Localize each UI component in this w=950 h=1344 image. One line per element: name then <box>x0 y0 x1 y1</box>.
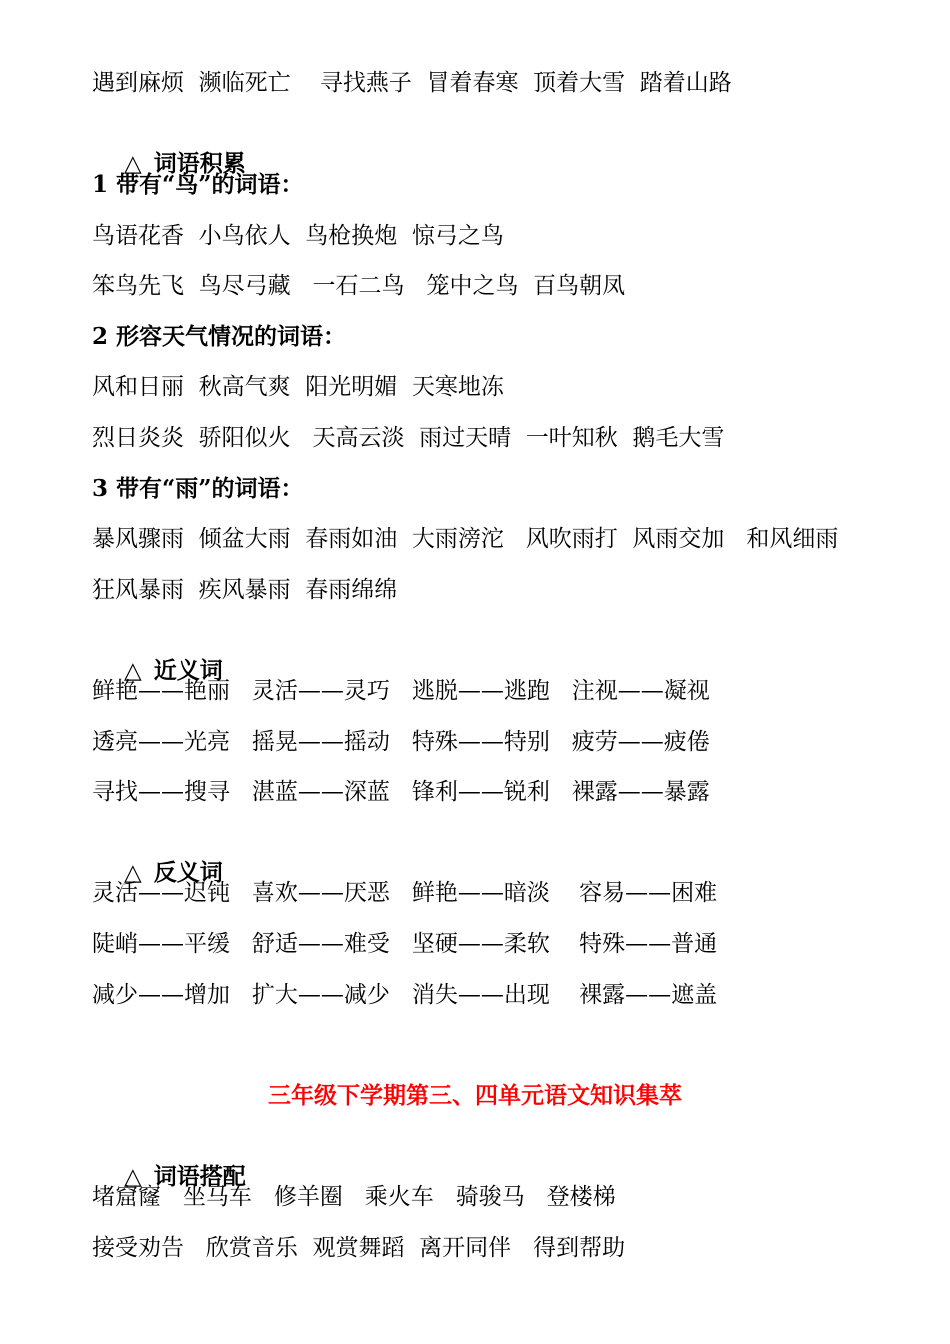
word-line: 笨鸟先飞 鸟尽弓藏 一石二鸟 笼中之鸟 百鸟朝凤 <box>92 273 626 299</box>
word-line: 狂风暴雨 疾风暴雨 春雨绵绵 <box>92 577 398 603</box>
synonym-line: 寻找——搜寻 湛蓝——深蓝 锋利——锐利 裸露——暴露 <box>92 779 710 805</box>
synonym-line: 鲜艳——艳丽 灵活——灵巧 逃脱——逃跑 注视——凝视 <box>92 678 710 704</box>
section-heading-accumulation <box>92 119 246 177</box>
section-heading-label: 词语搭配 <box>153 1163 246 1190</box>
antonym-line: 陡峭——平缓 舒适——难受 坚硬——柔软 特殊——普通 <box>92 931 718 957</box>
subheading-weather-words: 2 形容天气情况的词语： <box>92 323 347 350</box>
word-line: 烈日炎炎 骄阳似火 天高云淡 雨过天晴 一叶知秋 鹅毛大雪 <box>92 425 725 451</box>
subheading-bird-words: 1 带有“鸟”的词语： <box>92 171 304 198</box>
section-heading-antonyms <box>92 828 223 886</box>
word-line: 风和日丽 秋高气爽 阳光明媚 天寒地冻 <box>92 374 504 400</box>
collocation-line: 堵窟窿 坐马车 修羊圈 乘火车 骑骏马 登楼梯 <box>92 1184 616 1210</box>
triangle-icon: △ <box>124 151 142 177</box>
top-phrases-line: 遇到麻烦 濒临死亡 寻找燕子 冒着春寒 顶着大雪 踏着山路 <box>92 70 732 96</box>
antonym-line: 灵活——迟钝 喜欢——厌恶 鲜艳——暗淡 容易——困难 <box>92 880 718 906</box>
triangle-icon: △ <box>124 658 142 684</box>
triangle-icon: △ <box>124 1164 142 1190</box>
section-title: 三年级下学期第三、四单元语文知识集萃 <box>268 1082 682 1109</box>
triangle-icon: △ <box>124 860 142 886</box>
section-heading-collocation <box>92 1132 246 1190</box>
section-heading-label: 近义词 <box>153 657 223 684</box>
word-line: 鸟语花香 小鸟依人 鸟枪换炮 惊弓之鸟 <box>92 223 504 249</box>
collocation-line: 接受劝告 欣赏音乐 观赏舞蹈 离开同伴 得到帮助 <box>92 1235 626 1261</box>
synonym-line: 透亮——光亮 摇晃——摇动 特殊——特别 疲劳——疲倦 <box>92 729 710 755</box>
section-heading-label: 词语积累 <box>153 150 246 177</box>
antonym-line: 减少——增加 扩大——减少 消失——出现 裸露——遮盖 <box>92 982 718 1008</box>
subheading-rain-words: 3 带有“雨”的词语： <box>92 475 304 502</box>
word-line: 暴风骤雨 倾盆大雨 春雨如油 大雨滂沱 风吹雨打 风雨交加 和风细雨 <box>92 526 839 552</box>
section-heading-synonyms <box>92 626 223 684</box>
section-heading-label: 反义词 <box>153 859 223 886</box>
